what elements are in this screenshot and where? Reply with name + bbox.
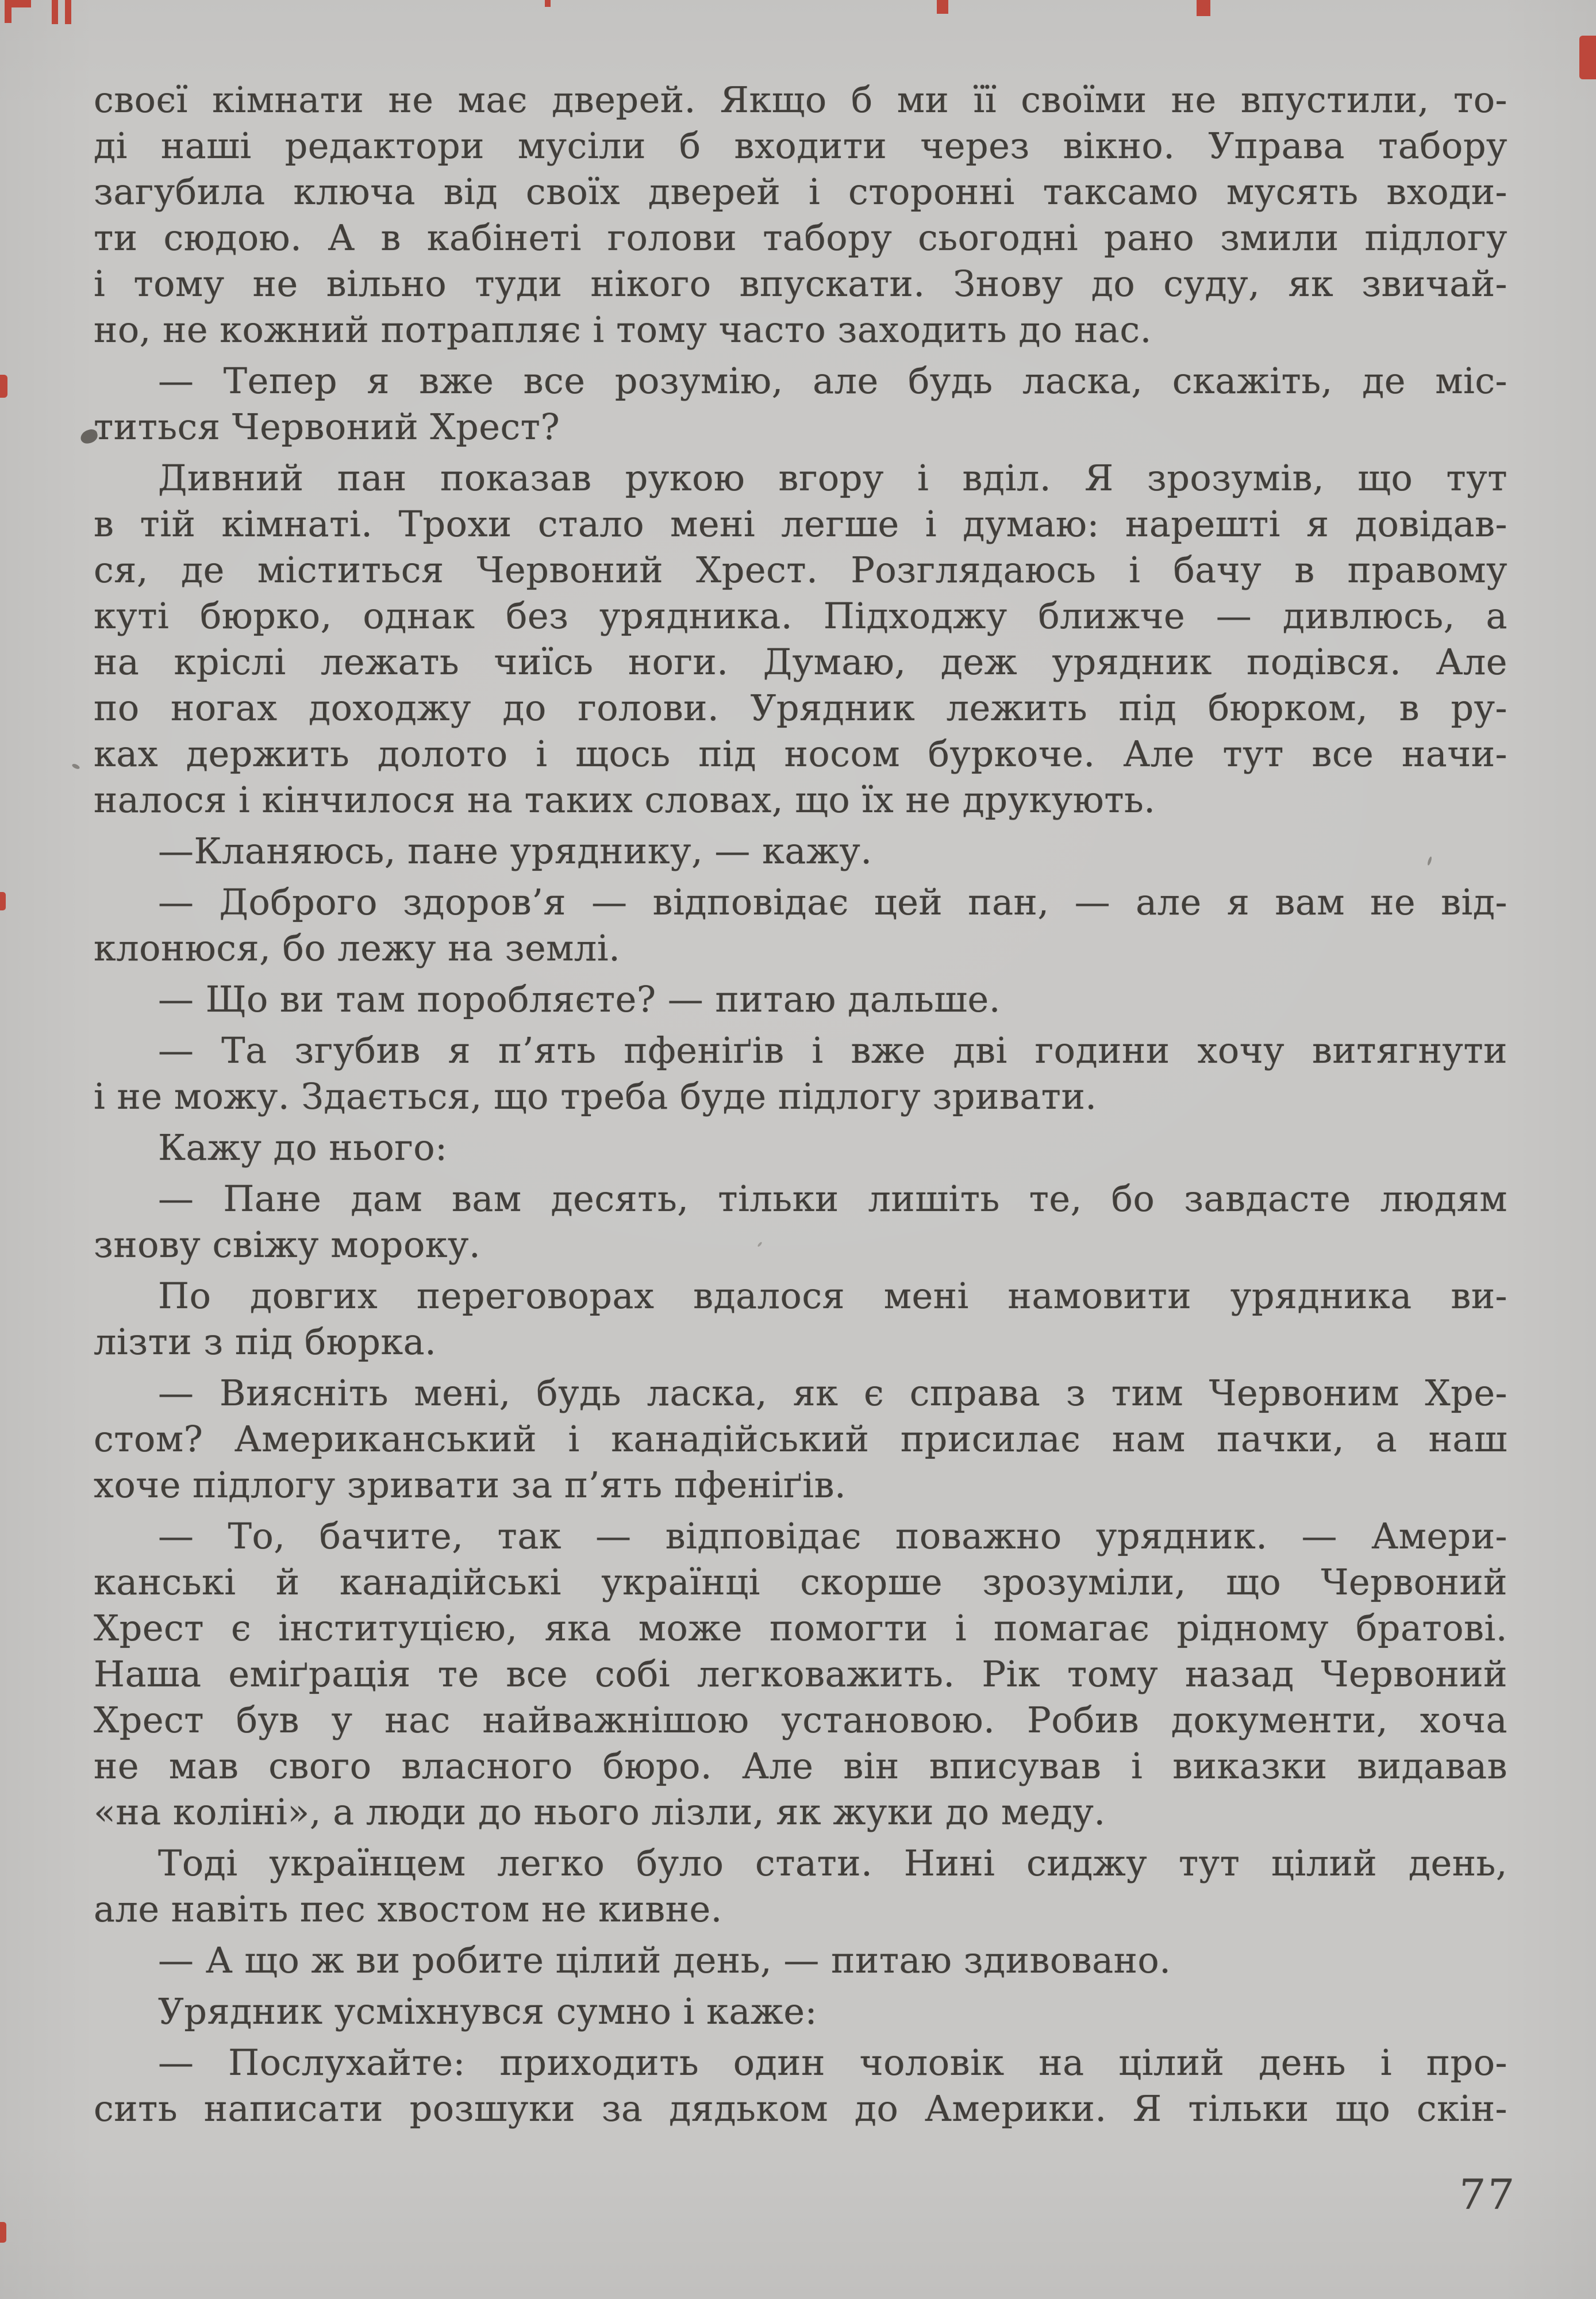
- text-line: —Кланяюсь, пане уряднику, — кажу.: [158, 830, 872, 872]
- red-scan-artifact: [0, 375, 7, 398]
- text-line: стом? Американський і канадійський присилає нам пачки, а наш: [94, 1418, 1507, 1460]
- text-line: хоче підлогу зривати за п’ять пфеніґів.: [94, 1464, 847, 1506]
- text-line: сить написати розшуки за дядьком до Америки. Я тільки що скін-: [94, 2087, 1507, 2129]
- text-line: — Тепер я вже все розумію, але будь ласка, скажіть, де міс-: [158, 360, 1507, 402]
- text-line: «на коліні», а люди до нього лізли, як жуки до меду.: [94, 1791, 1106, 1833]
- red-scan-artifact-corner: [5, 0, 31, 23]
- text-line: По довгих переговорах вдалося мені намовити урядника ви-: [158, 1275, 1507, 1317]
- text-line: знову свіжу мороку.: [94, 1224, 481, 1266]
- red-scan-artifact: [1197, 0, 1210, 16]
- red-scan-artifact-bars: [52, 0, 71, 24]
- text-line: налося і кінчилося на таких словах, що їх не друкують.: [94, 779, 1156, 821]
- red-scan-artifact: [545, 0, 551, 7]
- text-line: Урядник усміхнувся сумно і каже:: [158, 1990, 818, 2032]
- text-line: титься Червоний Хрест?: [94, 406, 560, 448]
- text-line: Тоді українцем легко було стати. Нині сиджу тут цілий день,: [158, 1842, 1507, 1884]
- page-number: 77: [1457, 2170, 1518, 2219]
- text-line: Наша еміґрація те все собі легковажить. Рік тому назад Червоний: [94, 1653, 1507, 1695]
- text-line: лізти з під бюрка.: [94, 1321, 437, 1363]
- red-scan-artifact: [1579, 36, 1596, 79]
- text-line: в тій кімнаті. Трохи стало мені легше і думаю: нарешті я довідав-: [94, 503, 1507, 545]
- text-line: — Пане дам вам десять, тільки лишіть те, бо завдасте людям: [158, 1178, 1507, 1220]
- text-line: не мав свого власного бюро. Але він вписував і виказки видавав: [94, 1745, 1507, 1787]
- text-line: клонюся, бо лежу на землі.: [94, 927, 621, 969]
- text-line: но, не кожний потрапляє і тому часто заходить до нас.: [94, 309, 1152, 351]
- text-line: на кріслі лежать чиїсь ноги. Думаю, деж урядник подівся. Але: [94, 641, 1507, 683]
- text-line: — Та згубив я п’ять пфеніґів і вже дві години хочу витягнути: [158, 1029, 1507, 1071]
- text-line: і не можу. Здається, що треба буде підлогу зривати.: [94, 1075, 1097, 1117]
- text-line: Хрест є інституцією, яка може помогти і помагає рідному братові.: [94, 1607, 1507, 1649]
- text-block: [94, 77, 1507, 2132]
- text-line: ках держить долото і щось під носом буркоче. Але тут все начи-: [94, 733, 1507, 775]
- text-line: куті бюрко, однак без урядника. Підходжу ближче — дивлюсь, а: [94, 595, 1507, 637]
- text-line: канські й канадійські українці скорше зрозуміли, що Червоний: [94, 1561, 1507, 1603]
- text-line: Хрест був у нас найважнішою установою. Робив документи, хоча: [94, 1699, 1507, 1741]
- red-scan-artifact: [937, 0, 948, 14]
- text-line: Кажу до нього:: [158, 1127, 448, 1168]
- red-scan-artifact: [0, 2222, 6, 2243]
- text-line: — Доброго здоров’я — відповідає цей пан, — але я вам не від-: [158, 881, 1507, 923]
- text-line: — Послухайте: приходить один чоловік на цілий день і про-: [158, 2042, 1507, 2083]
- text-line: — Виясніть мені, будь ласка, як є справа з тим Червоним Хре-: [158, 1372, 1507, 1414]
- text-line: ді наші редактори мусіли б входити через вікно. Управа табору: [94, 125, 1507, 167]
- text-line: але навіть пес хвостом не кивне.: [94, 1888, 722, 1930]
- text-line: своєї кімнати не має дверей. Якщо б ми її своїми не впустили, то-: [94, 79, 1507, 121]
- text-line: і тому не вільно туди нікого впускати. Знову до суду, як звичай-: [94, 263, 1507, 305]
- ink-fleck: [71, 763, 80, 770]
- text-line: — А що ж ви робите цілий день, — питаю здивовано.: [158, 1939, 1171, 1981]
- text-line: ти сюдою. А в кабінеті голови табору сьогодні рано змили підлогу: [94, 217, 1507, 259]
- text-line: — Що ви там поробляєте? — питаю дальше.: [158, 978, 1001, 1020]
- text-line: — То, бачите, так — відповідає поважно урядник. — Амери-: [158, 1515, 1507, 1557]
- text-line: ся, де міститься Червоний Хрест. Розглядаюсь і бачу в правому: [94, 549, 1507, 591]
- text-line: Дивний пан показав рукою вгору і вділ. Я зрозумів, що тут: [158, 457, 1507, 499]
- red-scan-artifact: [0, 892, 6, 910]
- text-line: по ногах доходжу до голови. Урядник лежить під бюрком, в ру-: [94, 687, 1507, 729]
- text-line: загубила ключа від своїх дверей і сторонні таксамо мусять входи-: [94, 171, 1507, 213]
